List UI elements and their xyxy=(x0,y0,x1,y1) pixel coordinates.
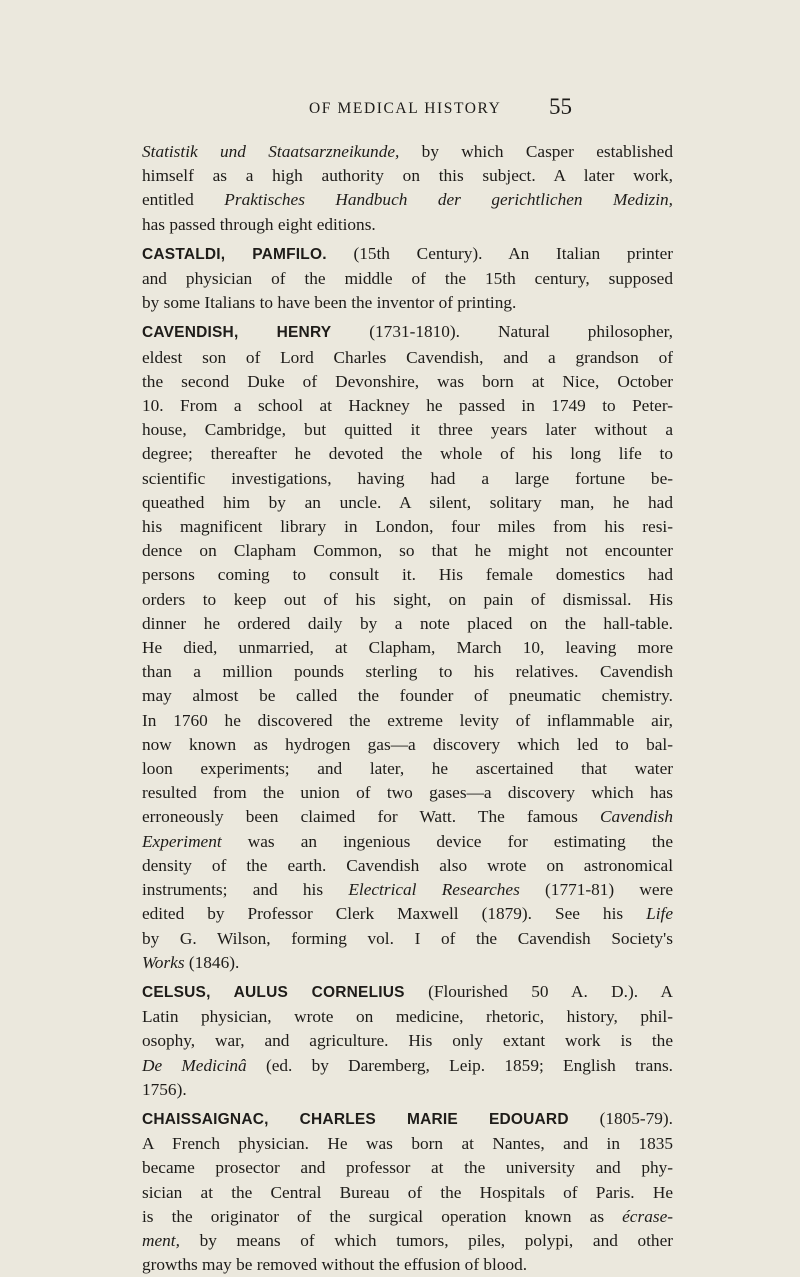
italic-title: Statistik und Staatsarzneikunde, xyxy=(142,142,400,161)
text-segment: house, Cambridge, but quitted it three years later without a xyxy=(142,420,673,440)
text-segment: entitled xyxy=(142,190,225,210)
text-line xyxy=(142,709,673,733)
text-line xyxy=(142,213,673,237)
text-line xyxy=(142,1253,673,1277)
text-segment: may almost be called the founder of pneumatic chemistry. xyxy=(142,686,673,706)
text-segment: than a million pounds sterling to his relatives. Cavendish xyxy=(142,662,673,682)
text-line xyxy=(142,1107,673,1132)
text-segment: In 1760 he discovered the extreme levity of inflammable air, xyxy=(142,710,673,730)
text-line xyxy=(142,140,673,164)
text-segment: resulted from the union of two gases—a discovery which has xyxy=(142,783,673,803)
text-segment: instruments; and his xyxy=(142,880,349,900)
text-segment: queathed him by an uncle. A silent, solitary man, he had xyxy=(142,492,673,512)
text-line xyxy=(142,539,673,563)
body-text xyxy=(142,140,673,1277)
text-line xyxy=(142,980,673,1005)
page-number: 55 xyxy=(549,94,572,119)
text-line xyxy=(142,267,673,291)
text-segment: dence on Clapham Common, so that he might not encounter xyxy=(142,541,673,561)
text-line xyxy=(142,878,673,902)
text-line xyxy=(142,733,673,757)
italic-title: Life xyxy=(646,904,673,924)
text-line xyxy=(142,684,673,708)
text-line xyxy=(142,291,673,315)
text-segment: degree; thereafter he devoted the whole of his long life to xyxy=(142,444,673,464)
text-line xyxy=(142,927,673,951)
text-line xyxy=(142,1054,673,1078)
text-line xyxy=(142,951,673,975)
text-segment: and physician of the middle of the 15th century, supposed xyxy=(142,269,673,289)
italic-title: Experiment xyxy=(142,831,222,851)
text-segment: scientific investigations, having had a large fortune be- xyxy=(142,468,673,488)
text-line xyxy=(142,1205,673,1229)
text-line xyxy=(142,902,673,926)
page-header xyxy=(0,96,800,126)
text-line xyxy=(142,660,673,684)
text-segment: became prosector and professor at the university and phy- xyxy=(142,1158,673,1178)
text-line xyxy=(142,1005,673,1029)
text-segment: 10. From a school at Hackney he passed in 1749 to Peter- xyxy=(142,396,673,416)
text-segment: by G. Wilson, forming vol. I of the Cavendish Society's xyxy=(142,928,673,948)
text-line xyxy=(142,1029,673,1053)
running-title: OF MEDICAL HISTORY xyxy=(309,100,502,117)
italic-title: Works xyxy=(142,952,185,972)
text-segment: Latin physician, wrote on medicine, rhetoric, history, phil- xyxy=(142,1007,673,1027)
text-line xyxy=(142,757,673,781)
entry-heading: CELSUS, AULUS CORNELIUS xyxy=(142,983,405,1001)
text-segment: himself as a high authority on this subject. A later work, xyxy=(142,166,673,186)
text-segment: by means of which tumors, piles, polypi, and other xyxy=(179,1230,673,1250)
text-segment: now known as hydrogen gas—a discovery which led to bal- xyxy=(142,734,673,754)
text-line xyxy=(142,242,673,267)
text-line xyxy=(142,1156,673,1180)
text-line xyxy=(142,418,673,442)
text-line xyxy=(142,854,673,878)
text-segment: growths may be removed without the effusion of blood. xyxy=(142,1255,528,1275)
text-line xyxy=(142,1229,673,1253)
text-line xyxy=(142,320,673,345)
text-line xyxy=(142,515,673,539)
text-segment: osophy, war, and agriculture. His only extant work is the xyxy=(142,1031,673,1051)
text-segment: density of the earth. Cavendish also wrote on astronomical xyxy=(142,855,673,875)
text-segment: his magnificent library in London, four miles from his resi- xyxy=(142,517,673,537)
text-segment: A French physician. He was born at Nantes, and in 1835 xyxy=(142,1134,673,1154)
text-line xyxy=(142,1181,673,1205)
text-line xyxy=(142,781,673,805)
text-line xyxy=(142,164,673,188)
italic-title: écrase- xyxy=(622,1206,673,1226)
italic-title: Praktisches Handbuch der gerichtlichen Medizin, xyxy=(224,190,673,210)
entry-heading: CAVENDISH, HENRY xyxy=(142,324,332,342)
text-line xyxy=(142,491,673,515)
text-segment: was an ingenious device for estimating the xyxy=(221,831,673,851)
text-segment: (Flourished 50 A. D.). A xyxy=(404,981,674,1001)
text-segment: edited by Professor Clerk Maxwell (1879). See his xyxy=(142,904,647,924)
text-line xyxy=(142,588,673,612)
text-segment: (1805-79). xyxy=(568,1108,674,1128)
text-line xyxy=(142,442,673,466)
text-segment: (15th Century). An Italian printer xyxy=(326,243,673,263)
italic-title: ment, xyxy=(142,1230,180,1250)
text-segment: He died, unmarried, at Clapham, March 10, leaving more xyxy=(142,638,673,658)
text-segment: eldest son of Lord Charles Cavendish, and a grandson of xyxy=(142,347,673,367)
text-line xyxy=(142,636,673,660)
text-line xyxy=(142,1078,673,1102)
text-segment: the second Duke of Devonshire, was born at Nice, October xyxy=(142,371,673,391)
italic-title: Cavendish xyxy=(600,807,673,827)
text-line xyxy=(142,563,673,587)
text-line xyxy=(142,612,673,636)
text-line xyxy=(142,1132,673,1156)
text-segment: (1731-1810). Natural philosopher, xyxy=(331,322,673,342)
text-line xyxy=(142,830,673,854)
text-line xyxy=(142,467,673,491)
text-segment: by some Italians to have been the inventor of printing. xyxy=(142,293,517,313)
text-segment: orders to keep out of his sight, on pain of dismissal. His xyxy=(142,589,673,609)
text-segment: (1771-81) were xyxy=(519,880,673,900)
text-line xyxy=(142,394,673,418)
text-segment: sician at the Central Bureau of the Hospitals of Paris. He xyxy=(142,1182,673,1202)
text-segment: has passed through eight editions. xyxy=(142,214,376,234)
text-line xyxy=(142,805,673,829)
entry-heading: CHAISSAIGNAC, CHARLES MARIE EDOUARD xyxy=(142,1110,569,1128)
text-segment: (ed. by Daremberg, Leip. 1859; English trans. xyxy=(246,1055,674,1075)
text-segment: by which Casper established xyxy=(399,142,673,161)
italic-title: Electrical Researches xyxy=(348,880,520,900)
text-segment: erroneously been claimed for Watt. The famous xyxy=(142,807,601,827)
text-segment: dinner he ordered daily by a note placed on the hall-table. xyxy=(142,613,673,633)
entry-heading: CASTALDI, PAMFILO. xyxy=(142,245,327,263)
italic-title: De Medicinâ xyxy=(142,1055,247,1075)
text-segment: (1846). xyxy=(184,952,240,972)
text-line xyxy=(142,346,673,370)
text-line xyxy=(142,188,673,212)
text-segment: 1756). xyxy=(142,1079,187,1099)
text-line xyxy=(142,370,673,394)
text-segment: is the originator of the surgical operation known as xyxy=(142,1206,623,1226)
text-segment: loon experiments; and later, he ascertained that water xyxy=(142,759,673,779)
text-segment: persons coming to consult it. His female domestics had xyxy=(142,565,673,585)
